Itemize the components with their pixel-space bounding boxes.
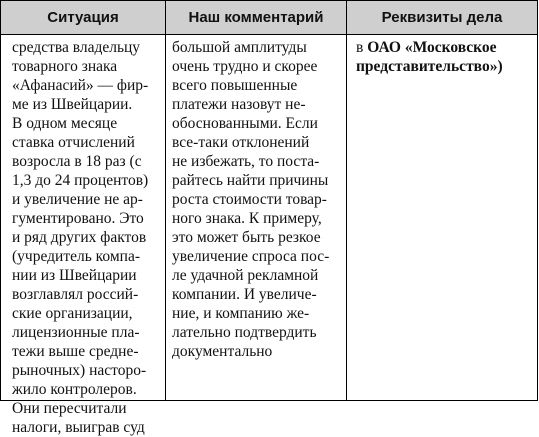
header-requisites: Реквизиты дела bbox=[381, 9, 503, 26]
header-cell-requisites bbox=[347, 1, 537, 34]
comment-text-line: ле удачной рекламной bbox=[172, 267, 319, 284]
comment-text-line: компании. И увеличе- bbox=[172, 286, 317, 303]
situation-text-line: жило контролеров. bbox=[12, 381, 137, 398]
comment-text-line: очень трудно и скорее bbox=[172, 58, 318, 75]
requisites-cell bbox=[356, 38, 534, 76]
header-comment: Наш комментарий bbox=[188, 9, 324, 26]
situation-text-line: возросла в 18 раз (с bbox=[12, 153, 142, 170]
header-cell-comment bbox=[166, 1, 346, 34]
comment-text-line: увеличение спроса пос- bbox=[172, 248, 330, 265]
header-situation: Ситуация bbox=[47, 9, 119, 26]
requisites-bold-text: ОАО «Московское bbox=[367, 39, 497, 56]
situation-text-line: ставка отчислений bbox=[12, 134, 135, 151]
situation-text-line: ме из Швейцарии. bbox=[12, 96, 133, 113]
situation-text-line: В одном месяце bbox=[12, 115, 118, 132]
situation-cell bbox=[12, 38, 162, 437]
column-divider-1 bbox=[165, 0, 166, 401]
table-top-border bbox=[1, 0, 537, 1]
header-cell-situation bbox=[1, 1, 165, 34]
table-right-border bbox=[537, 0, 538, 401]
table-left-border bbox=[0, 0, 1, 401]
situation-text-line: средства владельцу bbox=[12, 39, 141, 56]
comment-text-line: все-таки отклонений bbox=[172, 134, 310, 151]
comment-text-line: документально bbox=[172, 343, 273, 360]
situation-text-line: товарного знака bbox=[12, 58, 118, 75]
comment-text-line: не избежать, то поста- bbox=[172, 153, 320, 170]
situation-text-line: Они пересчитали bbox=[12, 400, 127, 417]
comment-text-line: роста стоимости товар- bbox=[172, 191, 327, 208]
comment-cell bbox=[172, 38, 344, 361]
column-divider-2 bbox=[346, 0, 347, 401]
comment-text-line: это может быть резкое bbox=[172, 229, 321, 246]
situation-text-line: «Афанасий» — фир- bbox=[12, 77, 149, 94]
situation-text-line: и увеличение не ар- bbox=[12, 191, 143, 208]
situation-text-line: нии из Швейцарии bbox=[12, 267, 137, 284]
requisites-prefix: в bbox=[356, 39, 368, 56]
comment-text-line: лательно подтвердить bbox=[172, 324, 317, 341]
comment-text-line: райтесь найти причины bbox=[172, 172, 329, 189]
situation-text-line: 1,3 до 24 процентов) bbox=[12, 172, 149, 189]
situation-text-line: и ряд других фактов bbox=[12, 229, 147, 246]
requisites-bold-text: представительство») bbox=[356, 58, 503, 75]
comment-text-line: всего повышенные bbox=[172, 77, 298, 94]
situation-text-line: лицензионные пла- bbox=[12, 324, 140, 341]
situation-text-line: ские организации, bbox=[12, 305, 133, 322]
situation-text-line: тежи выше средне- bbox=[12, 343, 139, 360]
requisites-text-line bbox=[356, 38, 534, 57]
situation-text-line: рыночных) насторо- bbox=[12, 362, 147, 379]
situation-text-line: налоги, выиграв суд bbox=[12, 419, 145, 436]
comment-text-line: ного знака. К примеру, bbox=[172, 210, 322, 227]
situation-text-line: (учредитель компа- bbox=[12, 248, 140, 265]
situation-text-line: гументировано. Это bbox=[12, 210, 144, 227]
comment-text-line: платежи назовут не- bbox=[172, 96, 306, 113]
comment-text-line: ние, и компанию же- bbox=[172, 305, 310, 322]
comment-text-line: обоснованными. Если bbox=[172, 115, 318, 132]
requisites-text-line bbox=[356, 57, 534, 76]
header-bottom-border bbox=[1, 34, 537, 35]
situation-text-line: возглавлял россий- bbox=[12, 286, 139, 303]
comment-text-line: большой амплитуды bbox=[172, 39, 307, 56]
